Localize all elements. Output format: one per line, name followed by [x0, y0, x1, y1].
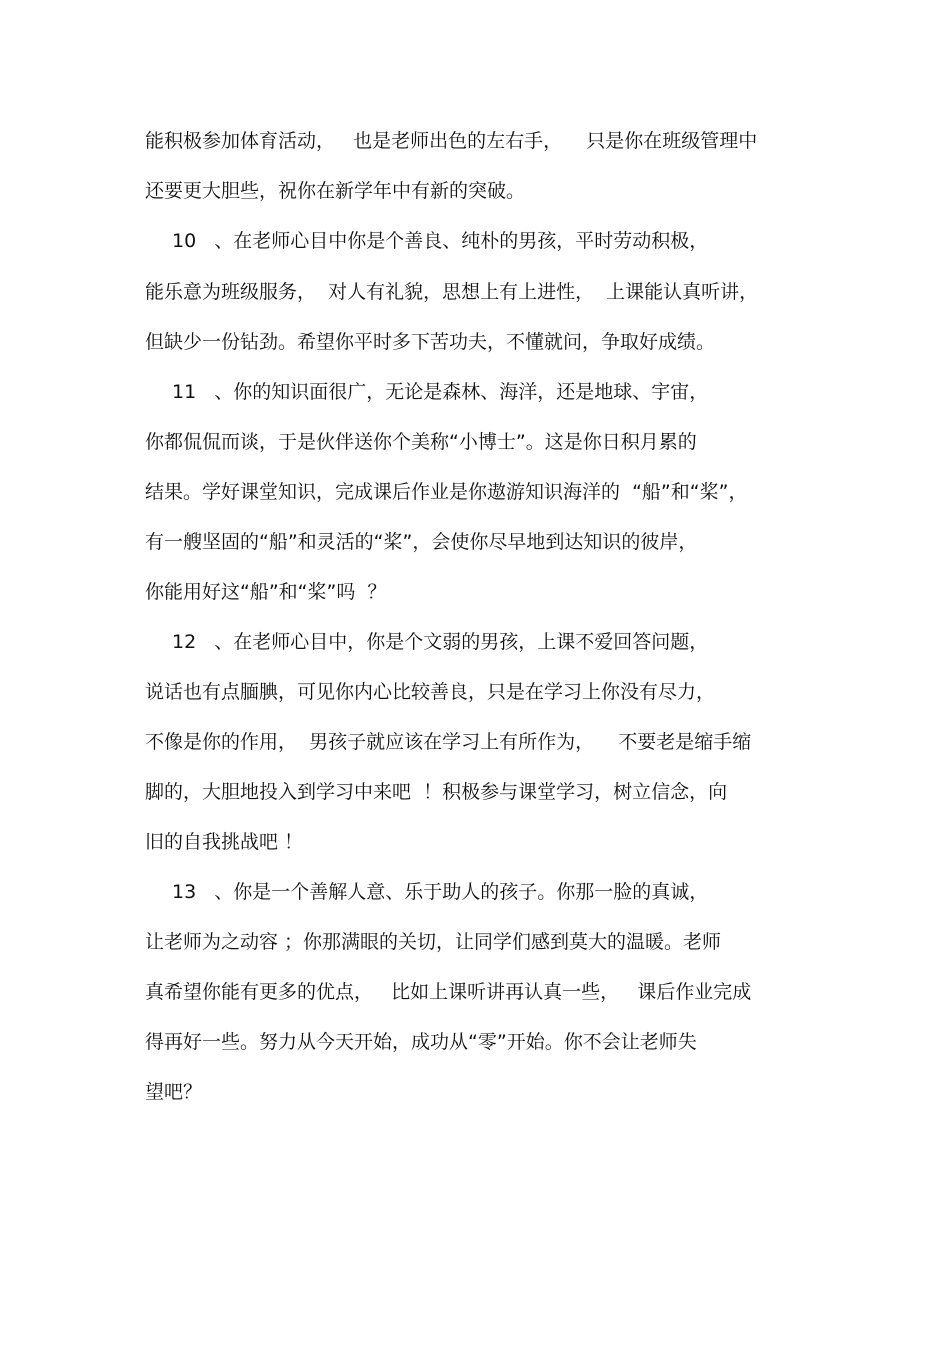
paragraph-11-start: 11 、你的知识面很广，无论是森林、海洋，还是地球、宇宙， [172, 381, 709, 403]
paragraph-13-start: 13 、你是一个善解人意、乐于助人的孩子。你那一脸的真诚， [172, 881, 709, 903]
text-line: 真希望你能有更多的优点， 比如上课听讲再认真一些， 课后作业完成 [145, 981, 752, 1003]
text-line: 不像是你的作用， 男孩子就应该在学习上有所作为， 不要老是缩手缩 [145, 731, 752, 753]
text-line: 得再好一些。努力从今天开始，成功从“零”开始。你不会让老师失 [145, 1031, 697, 1053]
paragraph-10-start: 10 、在老师心目中你是个善良、纯朴的男孩，平时劳动积极， [172, 230, 709, 252]
text-line: 但缺少一份钻劲。希望你平时多下苦功夫，不懂就问，争取好成绩。 [145, 331, 716, 353]
text-line: 望吧？ [145, 1081, 203, 1103]
text-line: 脚的，大胆地投入到学习中来吧 ！积极参与课堂学习，树立信念，向 [145, 781, 728, 803]
text-line: 还要更大胆些，祝你在新学年中有新的突破。 [145, 180, 526, 202]
paragraph-12-start: 12 、在老师心目中，你是个文弱的男孩，上课不爱回答问题， [172, 631, 709, 653]
text-line: 让老师为之动容 ；你那满眼的关切，让同学们感到莫大的温暖。老师 [145, 931, 722, 953]
text-line: 结果。学好课堂知识，完成课后作业是你遨游知识海洋的 “船”和“桨”， [145, 481, 748, 503]
text-line: 有一艘坚固的“船”和灵活的“桨”，会使你尽早地到达知识的彼岸， [145, 531, 698, 553]
text-line: 能积极参加体育活动， 也是老师出色的左右手， 只是你在班级管理中 [145, 130, 758, 152]
text-line: 你能用好这“船”和“桨”吗 ？ [145, 581, 387, 603]
text-line: 你都侃侃而谈，于是伙伴送你个美称“小博士”。这是你日积月累的 [145, 431, 697, 453]
text-line: 说话也有点腼腆，可见你内心比较善良，只是在学习上你没有尽力， [145, 681, 716, 703]
text-line: 旧的自我挑战吧 ！ [145, 831, 304, 853]
text-line: 能乐意为班级服务， 对人有礼貌，思想上有上进性， 上课能认真听讲， [145, 281, 759, 303]
